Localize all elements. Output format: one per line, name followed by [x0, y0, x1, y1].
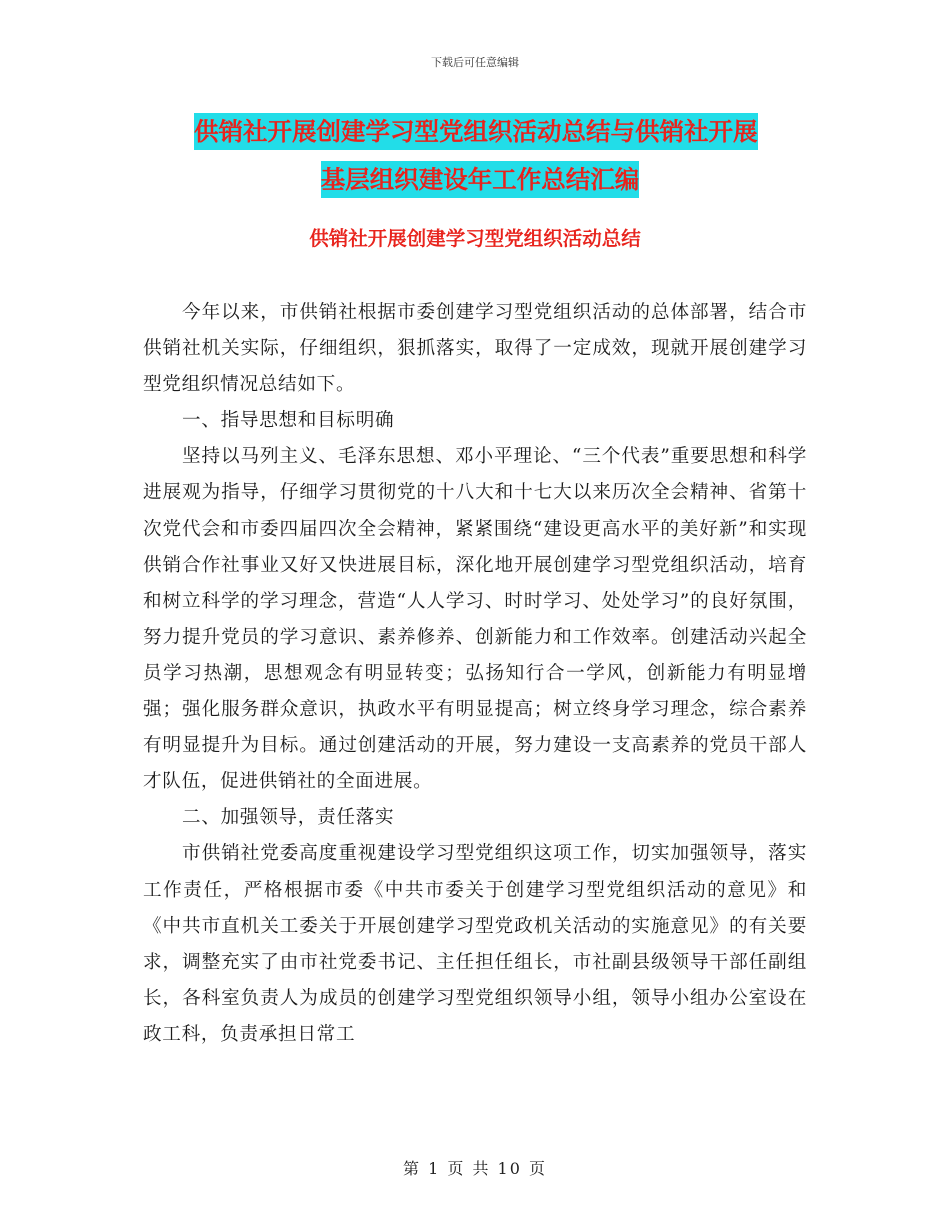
- body-text: [143, 295, 807, 1053]
- document-title: [150, 108, 850, 204]
- heading-leadership: 二、加强领导，责任落实: [182, 807, 395, 829]
- page-footer: 第 1 页 共 10 页: [403, 1159, 547, 1178]
- title-line-2: 基层组织建设年工作总结汇编: [321, 161, 640, 198]
- page-header-note: 下载后可任意编辑: [431, 56, 519, 69]
- paragraph-guiding-thought: 坚持以马列主义、毛泽东思想、邓小平理论、“三个代表”重要思想和科学进展观为指导，仔细学习贯彻党的十八大和十七大以来历次全会精神、省第十次党代会和市委四届四次全会精神，紧紧围绕“建设更高水平的美好新”和实现供销合作社事业又好又快进展目标，深化地开展创建学习型党组织活动，培育和树立科学的学习理念，营造“人人学习、时时学习、处处学习”的良好氛围，努力提升党员的学习意识、素养修养、创新能力和工作效率。创建活动兴起全员学习热潮，思想观念有明显转变；弘扬知行合一学风，创新能力有明显增强；强化服务群众意识，执政水平有明显提高；树立终身学习理念，综合素养有明显提升为目标。通过创建活动的开展，努力建设一支高素养的党员干部人才队伍，促进供销社的全面进展。: [143, 446, 807, 793]
- section-title: 供销社开展创建学习型党组织活动总结: [309, 227, 641, 250]
- title-line-1: 供销社开展创建学习型党组织活动总结与供销社开展: [194, 113, 758, 150]
- paragraph-intro: 今年以来，市供销社根据市委创建学习型党组织活动的总体部署，结合市供销社机关实际，仔细组织，狠抓落实，取得了一定成效，现就开展创建学习型党组织情况总结如下。: [143, 302, 807, 396]
- heading-guiding-thought: 一、指导思想和目标明确: [182, 410, 395, 432]
- paragraph-leadership: 市供销社党委高度重视建设学习型党组织这项工作，切实加强领导，落实工作责任，严格根据市委《中共市委关于创建学习型党组织活动的意见》和《中共市直机关工委关于开展创建学习型党政机关活动的实施意见》的有关要求，调整充实了由市社党委书记、主任担任组长，市社副县级领导干部任副组长，各科室负责人为成员的创建学习型党组织领导小组，领导小组办公室设在政工科，负责承担日常工: [143, 843, 807, 1045]
